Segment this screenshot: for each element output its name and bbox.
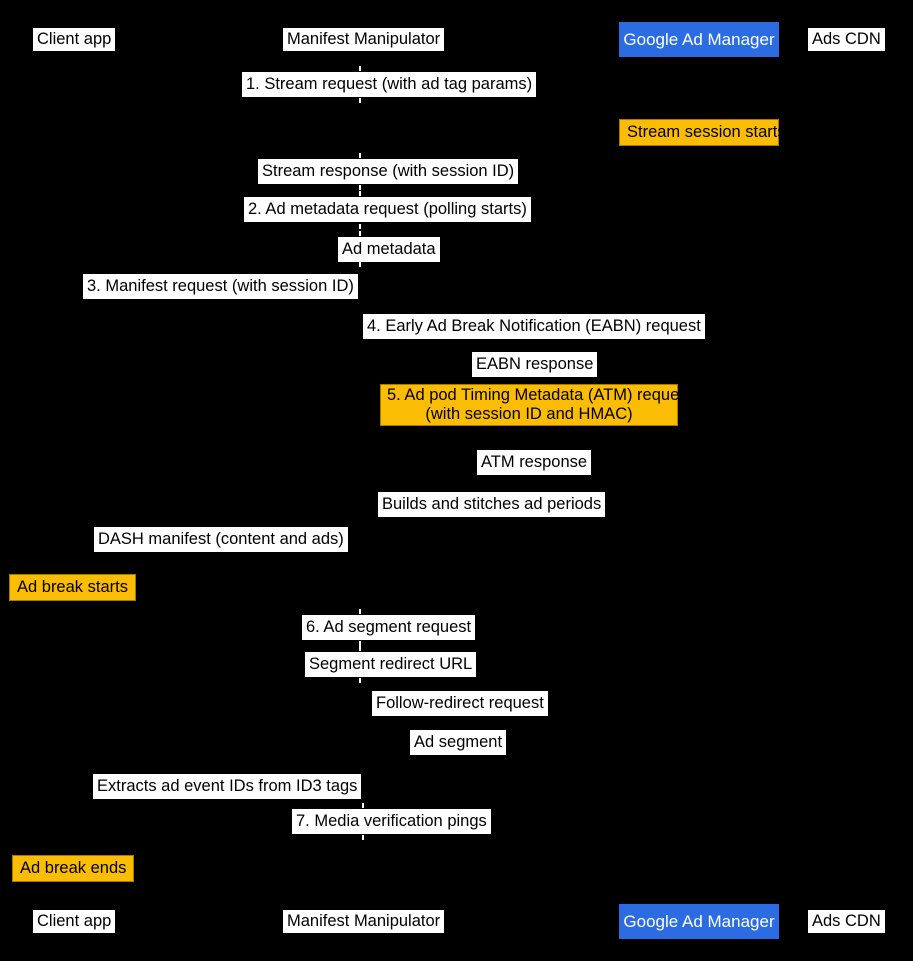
- lifeline-dash: [359, 231, 361, 236]
- message-segment-redirect-url: Segment redirect URL: [305, 652, 476, 677]
- lifeline-dash: [359, 646, 361, 651]
- lifeline-dash: [359, 678, 361, 683]
- message-extracts-id3-tags: Extracts ad event IDs from ID3 tags: [93, 774, 361, 799]
- message-ad-segment-request: 6. Ad segment request: [302, 615, 475, 640]
- message-ad-metadata-request: 2. Ad metadata request (polling starts): [244, 197, 531, 222]
- message-builds-and-stitches: Builds and stitches ad periods: [378, 492, 605, 517]
- lifeline-dash: [359, 185, 361, 190]
- message-dash-manifest: DASH manifest (content and ads): [94, 527, 348, 552]
- participant-client-app-top: Client app: [33, 28, 115, 51]
- message-follow-redirect-request: Follow-redirect request: [372, 691, 548, 716]
- participant-google-ad-manager-bottom: Google Ad Manager: [619, 904, 779, 939]
- message-stream-response: Stream response (with session ID): [258, 159, 518, 184]
- lifeline-dash: [359, 66, 361, 71]
- lifeline-dash: [359, 153, 361, 158]
- message-ad-segment: Ad segment: [410, 730, 506, 755]
- lifeline-dash: [359, 609, 361, 614]
- message-atm-response: ATM response: [477, 450, 591, 475]
- participant-client-app-bottom: Client app: [33, 910, 115, 933]
- participant-google-ad-manager-top: Google Ad Manager: [619, 22, 779, 57]
- lifeline-dash: [359, 224, 361, 229]
- lifeline-dash: [359, 262, 361, 267]
- lifeline-dash: [359, 191, 361, 196]
- message-eabn-response: EABN response: [472, 352, 597, 377]
- message-eabn-request: 4. Early Ad Break Notification (EABN) request: [363, 314, 705, 339]
- message-manifest-request: 3. Manifest request (with session ID): [83, 274, 358, 299]
- note-atm-request-line2: (with session ID and HMAC): [425, 405, 633, 423]
- message-stream-request: 1. Stream request (with ad tag params): [242, 72, 536, 97]
- note-atm-request: [380, 384, 693, 426]
- note-atm-request-line1: 5. Ad pod Timing Metadata (ATM) request: [387, 386, 693, 404]
- message-media-verification-pings: 7. Media verification pings: [292, 809, 491, 834]
- participant-ads-cdn-bottom: Ads CDN: [808, 910, 885, 933]
- participant-manifest-manipulator-top: Manifest Manipulator: [283, 28, 444, 51]
- lifeline-dash: [362, 803, 364, 808]
- participant-ads-cdn-top: Ads CDN: [808, 28, 885, 51]
- lifeline-dash: [362, 835, 364, 840]
- message-ad-metadata: Ad metadata: [338, 237, 440, 262]
- participant-manifest-manipulator-bottom: Manifest Manipulator: [283, 910, 444, 933]
- lifeline-dash: [359, 98, 361, 103]
- note-ad-break-starts: Ad break starts: [9, 574, 136, 601]
- note-stream-session-starts: Stream session starts: [619, 119, 779, 146]
- note-ad-break-ends: Ad break ends: [12, 855, 134, 882]
